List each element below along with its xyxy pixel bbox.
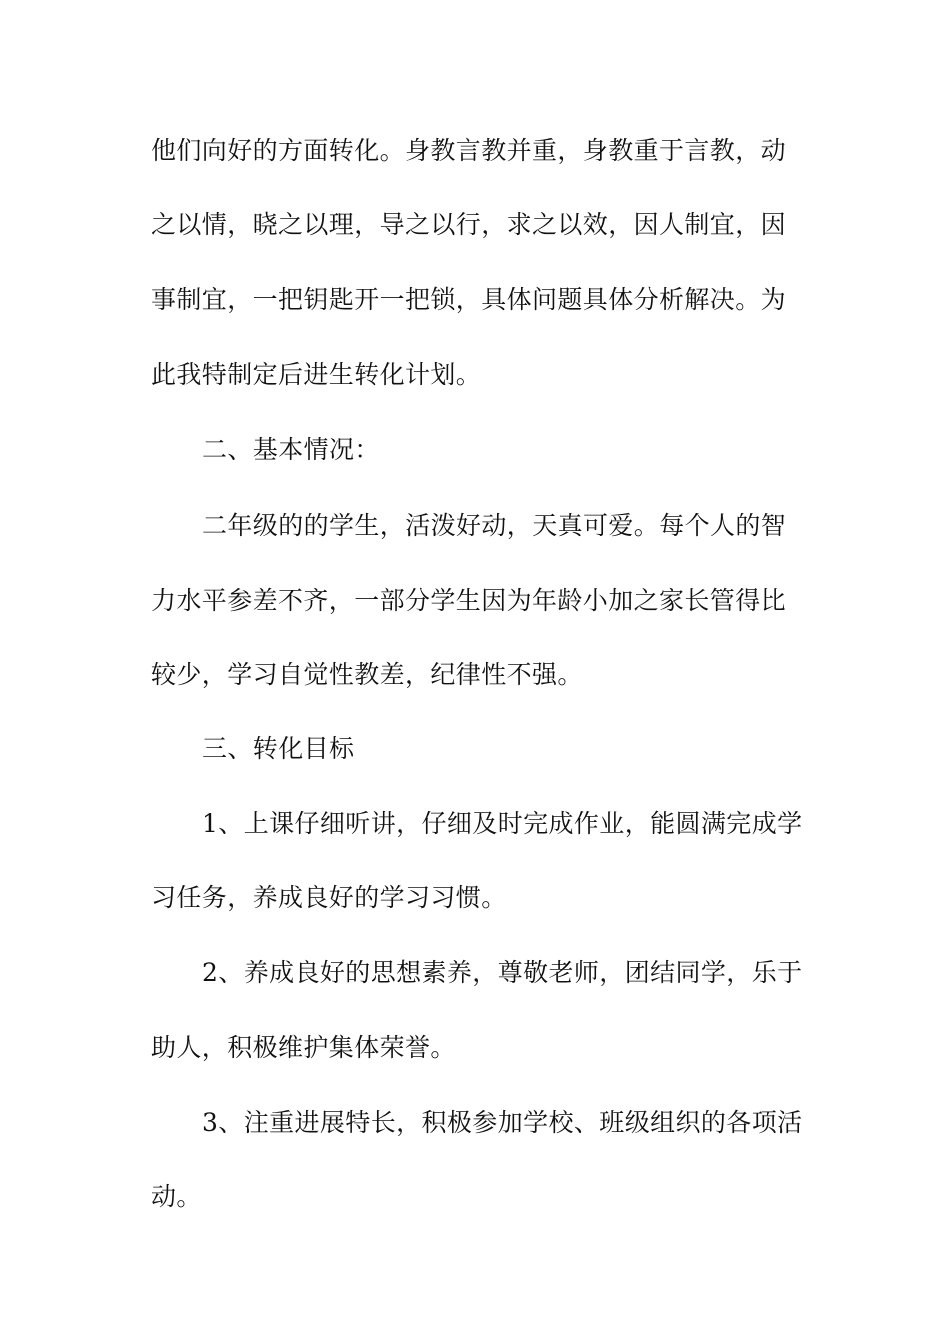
paragraph-line: 此我特制定后进生转化计划。 — [151, 360, 482, 389]
section-heading-basic-situation: 二、基本情况： — [202, 435, 380, 464]
paragraph-line: 较少，学习自觉性教差，纪律性不强。 — [151, 660, 583, 689]
list-item-2-continued: 助人，积极维护集体荣誉。 — [151, 1033, 456, 1062]
paragraph-line: 之以情，晓之以理，导之以行，求之以效，因人制宜，因 — [151, 210, 787, 239]
paragraph-line: 事制宜，一把钥匙开一把锁，具体问题具体分析解决。为 — [151, 285, 787, 314]
list-item-2: 2、养成良好的思想素养，尊敬老师，团结同学，乐于 — [202, 958, 803, 987]
section-heading-goals: 三、转化目标 — [202, 734, 355, 763]
list-item-1-continued: 习任务，养成良好的学习习惯。 — [151, 883, 507, 912]
list-item-3: 3、注重进展特长，积极参加学校、班级组织的各项活 — [202, 1108, 803, 1137]
paragraph-line: 他们向好的方面转化。身教言教并重，身教重于言教，动 — [151, 136, 787, 165]
paragraph-line: 力水平参差不齐，一部分学生因为年龄小加之家长管得比 — [151, 586, 787, 615]
paragraph-line: 二年级的的学生，活泼好动，天真可爱。每个人的智 — [202, 511, 787, 540]
list-item-1: 1、上课仔细听讲，仔细及时完成作业，能圆满完成学 — [202, 809, 803, 838]
list-item-3-continued: 动。 — [151, 1182, 202, 1211]
